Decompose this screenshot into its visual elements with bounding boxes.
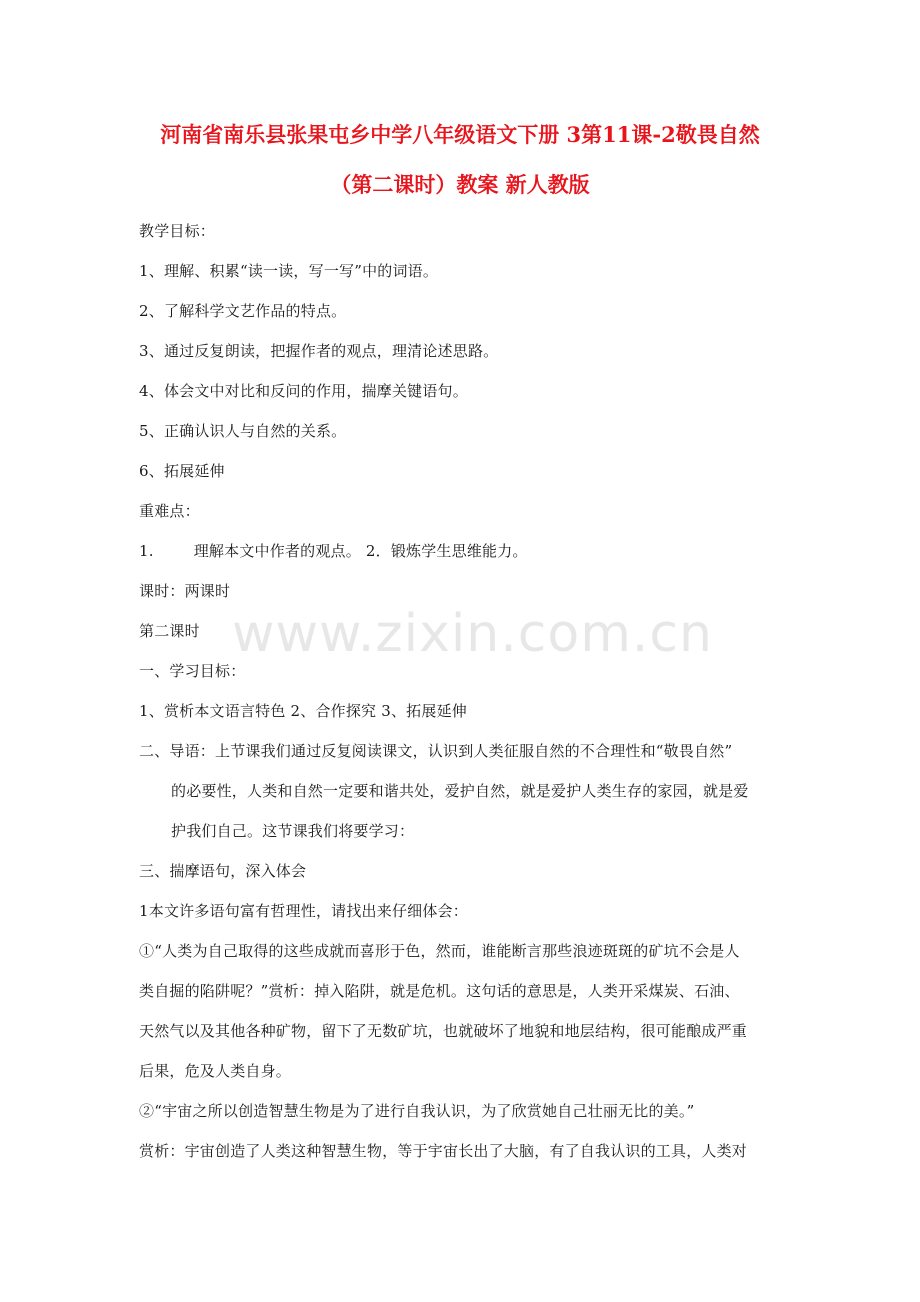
section1-text: 1、赏析本文语言特色 2、合作探究 3、拓展延伸 bbox=[139, 702, 467, 720]
objective-5: 5、正确认识人与自然的关系。 bbox=[139, 422, 347, 440]
quote2-line1: ②“宇宙之所以创造智慧生物是为了进行自我认识，为了欣赏她自己壮丽无比的美。” bbox=[139, 1102, 695, 1120]
objectives-heading: 教学目标： bbox=[139, 222, 216, 240]
key-points-heading: 重难点： bbox=[139, 502, 200, 520]
watermark: www.zixin.com.cn bbox=[232, 604, 713, 664]
section3-intro: 1本文许多语句富有哲理性，请找出来仔细体会： bbox=[139, 902, 468, 920]
quote2-line2: 赏析：宇宙创造了人类这种智慧生物，等于宇宙长出了大脑，有了自我认识的工具，人类对 bbox=[139, 1142, 748, 1160]
objective-6: 6、拓展延伸 bbox=[139, 462, 225, 480]
key-points-text: 理解本文中作者的观点。 2．锻炼学生思维能力。 bbox=[193, 542, 528, 560]
quote1-line4: 后果，危及人类自身。 bbox=[139, 1062, 292, 1080]
section3-heading: 三、揣摩语句，深入体会 bbox=[139, 862, 307, 880]
quote1-line3: 天然气以及其他各种矿物，留下了无数矿坑，也就破坏了地貌和地层结构，很可能酿成严重 bbox=[139, 1022, 748, 1040]
section2-line3: 护我们自己。这节课我们将要学习： bbox=[171, 822, 415, 840]
section2-line2: 的必要性，人类和自然一定要和谐共处，爱护自然，就是爱护人类生存的家园，就是爱 bbox=[171, 782, 749, 800]
objective-2: 2、了解科学文艺作品的特点。 bbox=[139, 302, 347, 320]
document-title-line1: 河南省南乐县张果屯乡中学八年级语文下册 3第11课-2敬畏自然 bbox=[160, 122, 760, 147]
section2-line1: 二、导语：上节课我们通过反复阅读课文，认识到人类征服自然的不合理性和“敬畏自然” bbox=[139, 742, 733, 760]
quote1-line2: 类自掘的陷阱呢？”赏析：掉入陷阱，就是危机。这句话的意思是，人类开采煤炭、石油、 bbox=[139, 982, 740, 1000]
objective-1: 1、理解、积累“读一读，写一写”中的词语。 bbox=[139, 262, 439, 280]
second-period-heading: 第二课时 bbox=[139, 622, 200, 640]
class-periods: 课时：两课时 bbox=[139, 582, 231, 600]
key-points-number: 1. bbox=[139, 542, 154, 560]
objective-3: 3、通过反复朗读，把握作者的观点，理清论述思路。 bbox=[139, 342, 499, 360]
objective-4: 4、体会文中对比和反问的作用，揣摩关键语句。 bbox=[139, 382, 468, 400]
document-title-line2: （第二课时）教案 新人教版 bbox=[330, 172, 590, 197]
quote1-line1: ①“人类为自己取得的这些成就而喜形于色，然而，谁能断言那些浪迹斑斑的矿坑不会是人 bbox=[139, 942, 740, 960]
section1-heading: 一、学习目标： bbox=[139, 662, 246, 680]
key-points-line bbox=[139, 541, 528, 561]
